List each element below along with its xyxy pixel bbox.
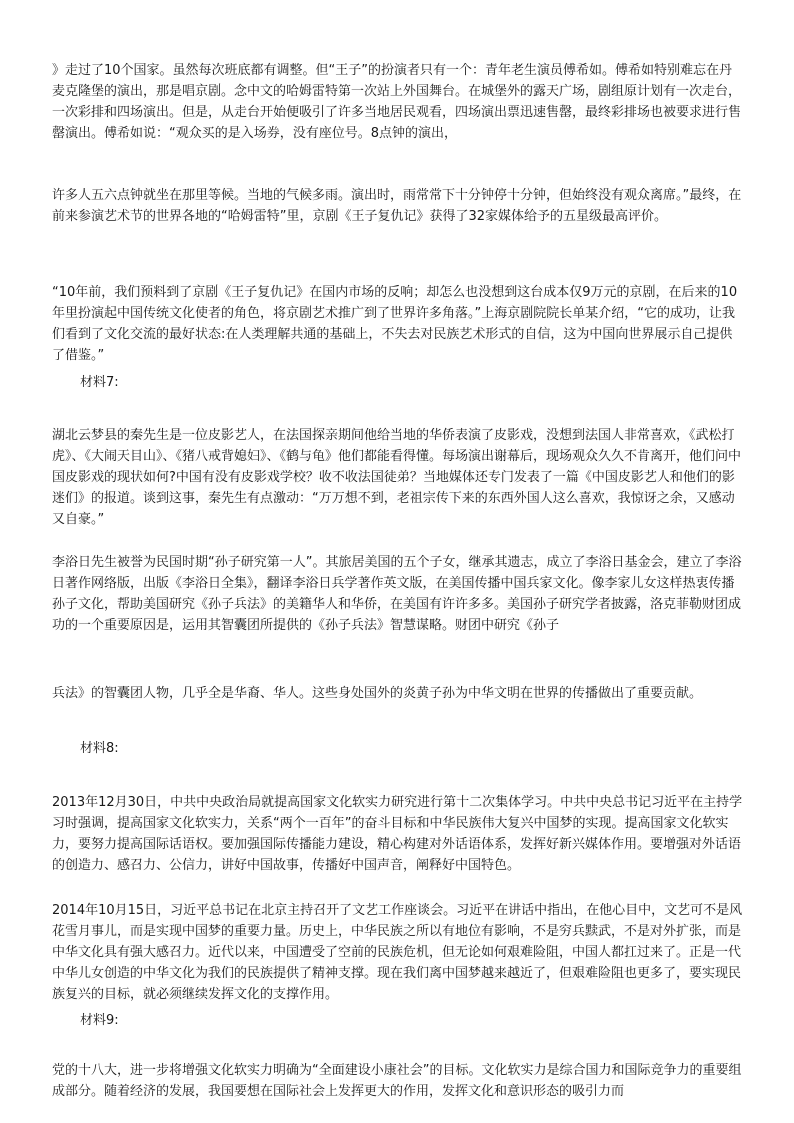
- paragraph-arts-forum: 2014年10月15日，习近平总书记在北京主持召开了文艺工作座谈会。习近平在讲话中指出，在他心目中，文艺可不是风花雪月事儿，而是实现中国梦的重要力量。历史上，中华民族之所以有地位有影响，不是穷兵黩武，不是对外扩张，而是中华文化具有强大感召力。近代以来，中国遭受了空前的民族危机，但无论如何艰难险阻，中国人都扛过来了。正是一代中华儿女创造的中华文化为我们的民族提供了精神支撑。现在我们离中国梦越来越近了，但艰难险阻也更多了，要实现民族复兴的目标，就必须继续发挥文化的支撑作用。: [52, 903, 743, 1002]
- paragraph-hamlet-tour: 》走过了10个国家。虽然每次班底都有调整。但“王子”的扮演者只有一个：青年老生演员傅希如。傅希如特别难忘在丹麦克隆堡的演出，那是唱京剧。念中文的哈姆雷特第一次站上外国舞台。在城堡外的露天广场，剧组原计划有一次走台，一次彩排和四场演出。但是，从走台开始便吸引了许多当地居民观看，四场演出票迅速售罄，最终彩排场也被要求进行售罄演出。傅希如说：“观众买的是入场券，没有座位号。8点钟的演出，: [52, 63, 742, 141]
- paragraph-shadow-puppetry: 湖北云梦县的秦先生是一位皮影艺人，在法国探亲期间他给当地的华侨表演了皮影戏，没想到法国人非常喜欢，《武松打虎》、《大闹天目山》、《猪八戒背媳妇》、《鹤与龟》他们都能看得懂。每场演出谢幕后，现场观众久久不肯离开，他们问中国皮影戏的现状如何?中国有没有皮影戏学校？收不收法国徒弟？当地媒体还专门发表了一篇《中国皮影艺人和他们的影迷们》的报道。谈到这事，秦先生有点激动：“万万想不到，老祖宗传下来的东西外国人这么喜欢，我惊讶之余，又感动又自豪。”: [52, 428, 742, 527]
- paragraph-eighteenth-congress: 党的十八大，进一步将增强文化软实力明确为“全面建设小康社会”的目标。文化软实力是综合国力和国际竞争力的重要组成部分。随着经济的发展，我国要想在国际社会上发挥更大的作用，发挥文化和意识形态的吸引力而: [52, 1063, 742, 1099]
- paragraph-ten-years-ago: “10年前，我们预料到了京剧《王子复仇记》在国内市场的反响；却怎么也没想到这台成本仅9万元的京剧，在后来的10年里扮演起中国传统文化使者的角色，将京剧艺术推广到了世界许多角落。”上海京剧院院长单某介绍，“它的成功，让我们看到了文化交流的最好状态:在人类理解共通的基础上，不失去对民族艺术形式的自信，这为中国向世界展示自己提供了借鉴。”: [52, 285, 738, 363]
- heading-material-9: 材料9:: [80, 1013, 119, 1028]
- paragraph-soft-power-study: 2013年12月30日，中共中央政治局就提高国家文化软实力研究进行第十二次集体学习。中共中央总书记习近平在主持学习时强调，提高国家文化软实力，关系“两个一百年”的奋斗目标和中华民族伟大复兴中国梦的实现。提高国家文化软实力，要努力提高国际话语权。要加强国际传播能力建设，精心构建对外话语体系，发挥好新兴媒体作用。要增强对外话语的创造力、感召力、公信力，讲好中国故事，传播好中国声音，阐释好中国特色。: [52, 795, 743, 873]
- paragraph-think-tank: 兵法》的智囊团人物，几乎全是华裔、华人。这些身处国外的炎黄子孙为中华文明在世界的传播做出了重要贡献。: [52, 686, 703, 701]
- paragraph-audience-waiting: 许多人五六点钟就坐在那里等候。当地的气候多雨。演出时，雨常常下十分钟停十分钟，但始终没有观众离席。”最终，在前来参演艺术节的世界各地的“哈姆雷特”里，京剧《王子复仇记》获得了32家媒体给予的五星级最高评价。: [52, 188, 742, 224]
- heading-material-7: 材料7:: [80, 375, 119, 390]
- heading-material-8: 材料8:: [80, 741, 119, 756]
- paragraph-li-yuri: 李浴日先生被誉为民国时期“孙子研究第一人”。其旅居美国的五个子女，继承其遗志，成立了李浴日基金会，建立了李浴日著作网络版，出版《李浴日全集》，翻译李浴日兵学著作英文版，在美国传播中国兵家文化。像李家儿女这样热衷传播孙子文化，帮助美国研究《孙子兵法》的美籍华人和华侨，在美国有许许多多。美国孙子研究学者披露，洛克菲勒财团成功的一个重要原因是，运用其智囊团所提供的《孙子兵法》智慧谋略。财团中研究《孙子: [52, 555, 742, 633]
